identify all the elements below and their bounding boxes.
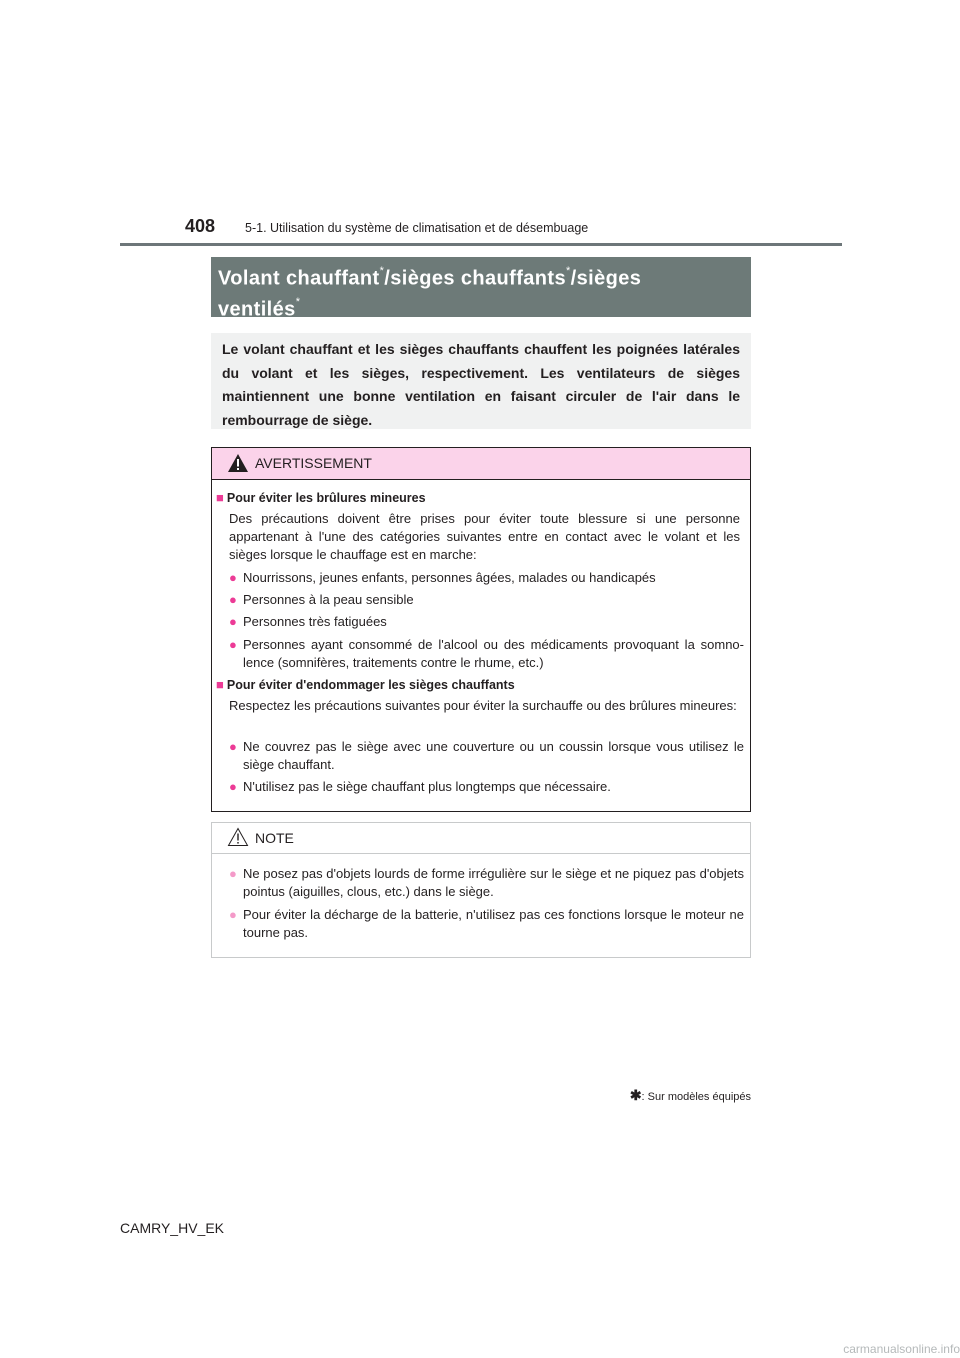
intro-text: Le volant chauffant et les sièges chauffants chauffent les poignées latérales du volant et les sièges, respectivement. Les ventilateurs de sièges maintiennent une bonne ventilation en faisant circuler de l'air dans le rembourrage de siège. xyxy=(211,333,751,429)
bullet-icon: ● xyxy=(229,592,237,607)
bullet-icon: ● xyxy=(229,739,237,754)
title-part-2: /sièges chauffants xyxy=(384,267,566,290)
page-number: 408 xyxy=(185,216,216,236)
asterisk-icon: ✱ xyxy=(629,1087,642,1103)
bullet-icon: ● xyxy=(229,779,237,794)
list-item: ● Personnes à la peau sensible xyxy=(229,592,414,607)
note-box xyxy=(211,822,751,958)
warning-section-heading: ■ Pour éviter les brûlures mineures xyxy=(216,490,426,505)
warning-triangle-icon xyxy=(227,453,249,473)
warning-header xyxy=(212,448,750,480)
note-header xyxy=(212,823,750,854)
bullet-icon: ● xyxy=(229,907,237,922)
section-path: 5-1. Utilisation du système de climatisation et de désembuage xyxy=(245,221,589,235)
warning-section-text: Des précautions doivent être prises pour éviter toute blessure si une personne appartenant à l'une des catégories suivantes entre en contact avec le volant et les sièges lorsque le chauffage est en marche: xyxy=(229,511,740,562)
bullet-icon: ● xyxy=(229,637,237,652)
list-item: ● Ne couvrez pas le siège avec une couverture ou un coussin lorsque vous utilisez le siège chauffant. xyxy=(229,739,744,772)
title-star: * xyxy=(295,295,301,308)
footnote xyxy=(630,1087,751,1104)
warning-box xyxy=(211,447,751,812)
title-part-4: ventilés xyxy=(218,298,296,321)
bullet-icon: ● xyxy=(229,614,237,629)
bullet-icon: ● xyxy=(229,570,237,585)
warning-section-heading: ■ Pour éviter d'endommager les sièges chauffants xyxy=(216,677,515,692)
list-item: ● N'utilisez pas le siège chauffant plus longtemps que nécessaire. xyxy=(229,779,611,794)
watermark: carmanualsonline.info xyxy=(843,1342,960,1356)
warning-section-text: Respectez les précautions suivantes pour éviter la surchauffe ou des brûlures mineures: xyxy=(229,698,737,713)
title-star: * xyxy=(565,265,571,277)
square-bullet-icon: ■ xyxy=(216,677,224,692)
note-label: NOTE xyxy=(255,830,294,846)
title-star: * xyxy=(379,265,385,277)
document-code: CAMRY_HV_EK xyxy=(120,1220,225,1236)
footnote-text: : Sur modèles équipés xyxy=(641,1091,751,1103)
list-item: ● Personnes très fatiguées xyxy=(229,614,387,629)
bullet-icon: ● xyxy=(229,866,237,881)
title-part-3: /sièges xyxy=(570,267,642,290)
list-item: ● Personnes ayant consommé de l'alcool ou des médicaments provoquant la somno-lence (somnifères, traitements contre le rhume, etc.) xyxy=(229,637,744,670)
list-item: ● Nourrissons, jeunes enfants, personnes âgées, malades ou handicapés xyxy=(229,570,656,585)
page-title xyxy=(211,257,751,321)
header-rule xyxy=(120,243,842,246)
caution-triangle-outline-icon xyxy=(227,827,249,847)
warning-label: AVERTISSEMENT xyxy=(255,455,372,471)
list-item: ● Ne posez pas d'objets lourds de forme irrégulière sur le siège et ne piquez pas d'objets pointus (aiguilles, clous, etc.) dans le siège. xyxy=(229,866,744,899)
title-part-1: Volant chauffant xyxy=(218,267,380,290)
square-bullet-icon: ■ xyxy=(216,490,224,505)
list-item: ● Pour éviter la décharge de la batterie, n'utilisez pas ces fonctions lorsque le moteur ne tourne pas. xyxy=(229,907,744,940)
